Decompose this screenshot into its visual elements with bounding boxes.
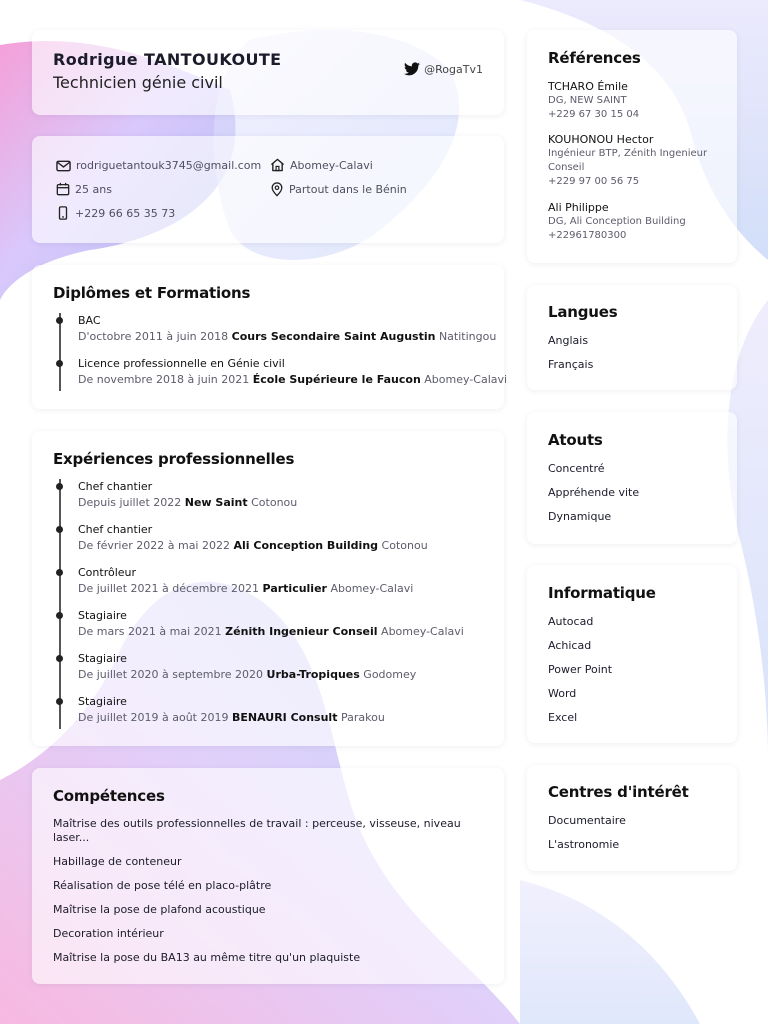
diplomas-timeline (53, 313, 508, 399)
diplomas-title: Diplômes et Formations (53, 284, 251, 302)
timeline-dot (56, 483, 63, 490)
languages-title: Langues (548, 303, 618, 321)
experiences-section (32, 431, 504, 746)
reference-item (548, 132, 725, 189)
twitter-icon (404, 62, 420, 76)
contact-card (32, 136, 504, 243)
strengths-section (527, 412, 737, 544)
contact-city (270, 158, 373, 172)
job-title: Technicien génie civil (53, 73, 223, 92)
timeline-dot (56, 569, 63, 576)
experience-item (53, 565, 484, 608)
experience-role: Chef chantier (78, 480, 153, 493)
references-section (527, 30, 737, 263)
strength-item: Concentré (548, 462, 605, 475)
experience-item (53, 522, 484, 565)
candidate-name: Rodrigue TANTOUKOUTE (53, 50, 282, 69)
experience-dates: De juillet 2020 à septembre 2020 (78, 668, 264, 681)
contact-phone[interactable] (56, 206, 175, 220)
computer-skills-title: Informatique (548, 584, 656, 602)
experience-role: Contrôleur (78, 566, 137, 579)
contact-age (56, 182, 112, 196)
language-item: Anglais (548, 334, 589, 347)
experience-item (53, 479, 484, 522)
experience-dates: De février 2022 à mai 2022 (78, 539, 230, 552)
reference-name: KOUHONOU Hector (548, 133, 654, 146)
diploma-dates: De novembre 2018 à juin 2021 (78, 373, 250, 386)
software-item: Autocad (548, 615, 594, 628)
phone-icon (56, 206, 70, 220)
skills-title: Compétences (53, 787, 165, 805)
experience-company: BENAURI Consult (231, 711, 338, 724)
strengths-list (548, 461, 723, 533)
reference-phone: +229 67 30 15 04 (548, 109, 640, 120)
experience-dates: De juillet 2019 à août 2019 (78, 711, 229, 724)
experience-dates: De mars 2021 à mai 2021 (78, 625, 222, 638)
reference-role: Ingénieur BTP, Zénith Ingenieur Conseil (548, 148, 708, 173)
skill-item: Habillage de conteneur (53, 855, 182, 868)
experience-details (78, 537, 484, 555)
reference-role: DG, Ali Conception Building (548, 216, 686, 227)
contact-phone-text: +229 66 65 35 73 (75, 206, 176, 220)
skills-list (53, 817, 464, 975)
experience-place: Abomey-Calavi (330, 582, 414, 595)
language-item: Français (548, 358, 594, 371)
software-item: Word (548, 687, 577, 700)
timeline-dot (56, 317, 63, 324)
contact-mobility-text: Partout dans le Bénin (289, 183, 407, 196)
diploma-details (78, 371, 508, 389)
experience-company: Zénith Ingenieur Conseil (225, 625, 378, 638)
skill-item: Decoration intérieur (53, 927, 164, 940)
experience-details (78, 494, 484, 512)
diploma-item (53, 313, 497, 356)
experience-details (78, 623, 484, 641)
reference-role: DG, NEW SAINT (548, 95, 627, 106)
contact-email[interactable] (56, 159, 261, 172)
diploma-place: Natitingou (438, 330, 497, 343)
skill-item: Maîtrise la pose du BA13 au même titre qu'un plaquiste (53, 951, 361, 964)
contact-email-text: rodriguetantouk3745@gmail.com (76, 159, 262, 172)
languages-section (527, 285, 737, 390)
strength-item: Dynamique (548, 510, 612, 523)
diploma-item (53, 356, 508, 399)
mail-icon (56, 160, 71, 172)
reference-phone: +22961780300 (548, 230, 627, 241)
home-icon (270, 158, 285, 172)
interest-item: Documentaire (548, 814, 626, 827)
interests-list (548, 813, 723, 861)
diploma-place: Abomey-Calavi (424, 373, 508, 386)
reference-name: Ali Philippe (548, 201, 609, 214)
experience-place: Cotonou (381, 539, 428, 552)
experience-company: New Saint (184, 496, 248, 509)
interest-item: L'astronomie (548, 838, 620, 851)
timeline-dot (56, 612, 63, 619)
experience-company: Particulier (262, 582, 327, 595)
contact-age-text: 25 ans (75, 182, 112, 196)
skill-item: Réalisation de pose télé en placo-plâtre (53, 879, 272, 892)
experience-details (78, 709, 484, 727)
experience-dates: De juillet 2021 à décembre 2021 (78, 582, 260, 595)
contact-city-text: Abomey-Calavi (290, 158, 373, 172)
diploma-school: École Supérieure le Faucon (252, 373, 421, 386)
experience-place: Abomey-Calavi (381, 625, 464, 638)
reference-phone: +229 97 00 56 75 (548, 176, 640, 187)
experience-dates: Depuis juillet 2022 (78, 496, 182, 509)
strengths-title: Atouts (548, 431, 603, 449)
location-pin-icon (270, 182, 284, 197)
experience-item (53, 608, 484, 651)
experience-place: Parakou (340, 711, 385, 724)
timeline-dot (56, 655, 63, 662)
calendar-icon (56, 182, 70, 196)
experience-place: Cotonou (251, 496, 298, 509)
experience-details (78, 580, 484, 598)
contact-mobility (270, 182, 407, 197)
experience-role: Chef chantier (78, 523, 153, 536)
reference-item (548, 200, 725, 243)
software-item: Excel (548, 711, 578, 724)
interests-section (527, 765, 737, 871)
diploma-dates: D'octobre 2011 à juin 2018 (78, 330, 229, 343)
diplomas-section (32, 265, 508, 409)
experience-place: Godomey (363, 668, 417, 681)
languages-list (548, 333, 723, 381)
diploma-details (78, 328, 497, 346)
experience-role: Stagiaire (78, 695, 127, 708)
twitter-handle-text: @RogaTv1 (424, 62, 483, 76)
reference-name: TCHARO Émile (548, 80, 628, 93)
skill-item: Maîtrise des outils professionnelles de travail : perceuse, visseuse, niveau laser... (53, 817, 461, 844)
computer-skills-list (548, 614, 723, 734)
twitter-handle[interactable] (404, 62, 483, 76)
diploma-degree: Licence professionnelle en Génie civil (78, 357, 285, 370)
experience-item (53, 694, 484, 737)
experience-role: Stagiaire (78, 652, 127, 665)
experience-company: Urba-Tropiques (266, 668, 360, 681)
experiences-title: Expériences professionnelles (53, 450, 295, 468)
experience-role: Stagiaire (78, 609, 127, 622)
timeline-dot (56, 698, 63, 705)
software-item: Power Point (548, 663, 613, 676)
computer-skills-section (527, 565, 737, 743)
timeline-dot (56, 360, 63, 367)
header-card (32, 30, 504, 115)
experience-company: Ali Conception Building (233, 539, 379, 552)
experience-details (78, 666, 484, 684)
diploma-school: Cours Secondaire Saint Augustin (231, 330, 436, 343)
strength-item: Appréhende vite (548, 486, 640, 499)
experience-item (53, 651, 484, 694)
interests-title: Centres d'intérêt (548, 783, 689, 801)
timeline-dot (56, 526, 63, 533)
experiences-timeline (53, 479, 484, 737)
software-item: Achicad (548, 639, 592, 652)
diploma-degree: BAC (78, 314, 101, 327)
reference-item (548, 79, 725, 122)
skill-item: Maîtrise la pose de plafond acoustique (53, 903, 266, 916)
references-title: Références (548, 49, 641, 67)
skills-section (32, 768, 504, 984)
